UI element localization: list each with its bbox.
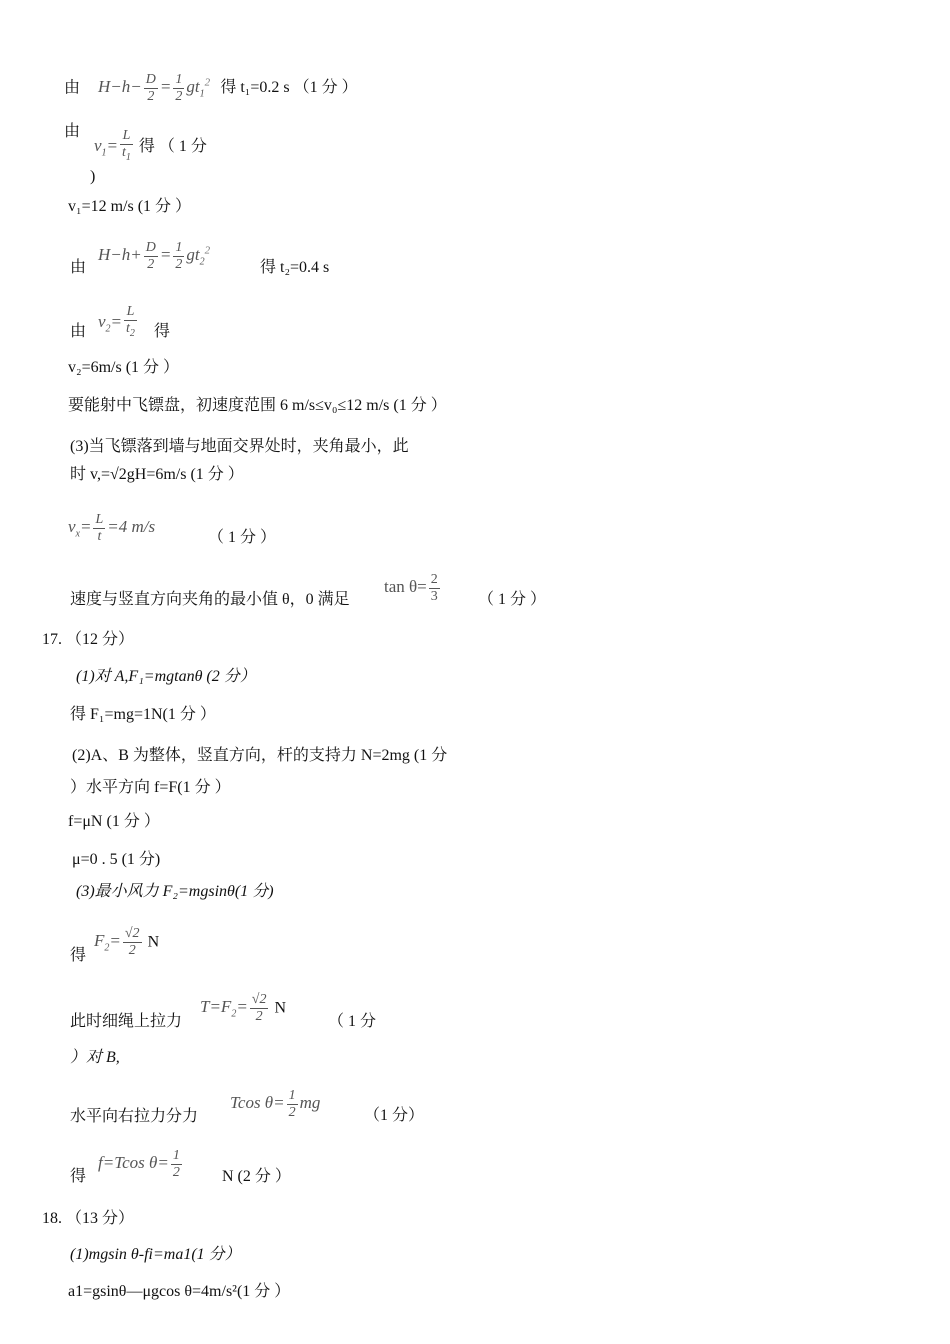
numerator: 1 [175,72,183,87]
formula-v2 [98,304,139,342]
formula-text: F [94,931,105,951]
line-8: (3)当飞镖落到墙与地面交界处时，夹角最小，此 [70,438,409,455]
denominator: 2 [175,89,183,104]
equals: = [80,517,92,537]
line-7: 要能射中飞镖盘，初速度范围 6 m/s≤v₀≤12 m/s (1 分 ） [68,397,447,414]
denominator: 2 [288,1105,296,1120]
line-1 [64,72,358,105]
line-11-post: （ 1 分 ） [478,591,547,608]
denominator: t [97,529,102,544]
question-18-heading: 18. （13 分） [42,1210,135,1227]
formula-text: v [98,311,106,331]
q17-line-2: 得 F₁=mg=1N(1 分 ） [70,706,216,723]
q17-line-1: (1)对 A,F₁=mgtanθ (2 分） [76,668,256,685]
formula-text: mg [299,1093,321,1113]
superscript: 2 [204,244,211,257]
q17-line-6: μ=0 . 5 (1 分) [72,851,161,868]
formula-text: tan θ= [384,577,427,597]
q17-line-4: ）水平方向 f=F(1 分 ） [70,779,231,796]
formula-text: f=Tcos θ= [98,1153,169,1173]
subscript: 2 [105,323,111,335]
numerator: D [145,72,156,87]
line-3: v₁=12 m/s (1 分 ） [68,198,192,215]
equals: = [109,931,121,951]
denominator: 2 [255,1009,263,1024]
denominator: 2 [175,257,183,272]
formula-tan [384,572,442,605]
formula-tcos [230,1088,320,1121]
formula-text: H−h+ [98,245,142,265]
numerator: 2 [430,572,438,587]
numerator: 1 [175,240,183,255]
formula-f-tcos [98,1148,184,1181]
unit: N [147,933,160,951]
formula-text: gt [186,245,200,265]
equals: = [236,997,248,1017]
line-9: 时 v,=√2gH=6m/s (1 分 ） [70,466,244,483]
numerator: √2 [251,992,267,1007]
line-5-post: 得 [154,323,171,340]
text: 由 [64,79,81,97]
formula-v1 [94,128,207,166]
q17-line-10: ）对 B, [70,1049,120,1066]
subscript: 1 [101,147,107,159]
formula-height-drop-1 [98,72,214,104]
subscript: 2 [129,327,135,339]
formula-f2 [94,926,159,959]
subscript: 1 [125,151,131,163]
q17-line-8-pre: 得 [70,947,87,964]
text: 由 [64,123,81,140]
denominator: 3 [430,589,438,604]
denominator: t [122,145,126,160]
formula-text: v [94,135,102,155]
q18-line-1: (1)mgsin θ-fi=ma1(1 分） [70,1246,241,1263]
equals: = [110,311,123,331]
formula-text: T=F [200,997,232,1017]
denominator: 2 [147,89,155,104]
superscript: 2 [204,76,211,89]
formula-text: H−h− [98,77,142,97]
formula-height-drop-2 [98,240,210,273]
numerator: L [124,304,137,321]
subscript: 1 [199,88,205,100]
formula-tension [200,992,286,1025]
equals: = [159,77,172,97]
denominator: 2 [128,943,136,958]
formula-text: =4 m/s [107,517,156,537]
subscript: x [75,528,80,540]
line-2 [64,122,80,142]
formula-text: v [68,517,76,537]
line-4-post: 得 t₂=0.4 s [260,259,330,276]
q17-line-12-post: N (2 分 ） [222,1168,291,1185]
numerator: D [145,240,156,255]
q17-line-3: (2)A、B 为整体，竖直方向，杆的支持力 N=2mg (1 分 [72,747,448,764]
q17-line-5: f=μN (1 分 ） [68,813,160,830]
line-4-pre: 由 [70,259,87,276]
q17-line-9-pre: 此时细绳上拉力 [70,1013,183,1030]
line-10-post: （ 1 分 ） [208,529,277,546]
formula-text: gt [186,77,200,97]
text: 得 （ 1 分 [138,137,207,155]
line-2-close: ) [90,168,96,185]
numerator: L [95,512,104,527]
unit: N [274,999,287,1017]
subscript: 2 [231,1008,237,1020]
equals: = [159,245,172,265]
q18-line-2: a1=gsinθ—μgcos θ=4m/s²(1 分 ） [68,1283,291,1300]
q17-line-12-pre: 得 [70,1168,87,1185]
denominator: 2 [172,1165,180,1180]
question-17-heading: 17. （12 分） [42,631,135,648]
text: 得 t₁=0.2 s （1 分 ） [220,79,358,97]
line-11-pre: 速度与竖直方向夹角的最小值 θ，0 满足 [70,591,350,608]
q17-line-11-pre: 水平向右拉力分力 [70,1108,199,1125]
subscript: 2 [104,942,110,954]
formula-vx [68,512,155,545]
q17-line-9-post: （ 1 分 [328,1013,377,1030]
q17-line-7: (3)最小风力 F₂=mgsinθ(1 分) [76,883,274,900]
numerator: L [120,128,133,145]
numerator: 1 [172,1148,180,1163]
subscript: 2 [199,256,205,268]
numerator: 1 [288,1088,296,1103]
line-5-pre: 由 [70,323,87,340]
formula-text: Tcos θ= [230,1093,285,1113]
denominator: 2 [147,257,155,272]
numerator: √2 [124,926,140,941]
equals: = [106,135,119,155]
q17-line-11-post: （1 分） [364,1107,425,1124]
denominator: t [126,321,130,336]
line-6: v₂=6m/s (1 分 ） [68,359,180,376]
